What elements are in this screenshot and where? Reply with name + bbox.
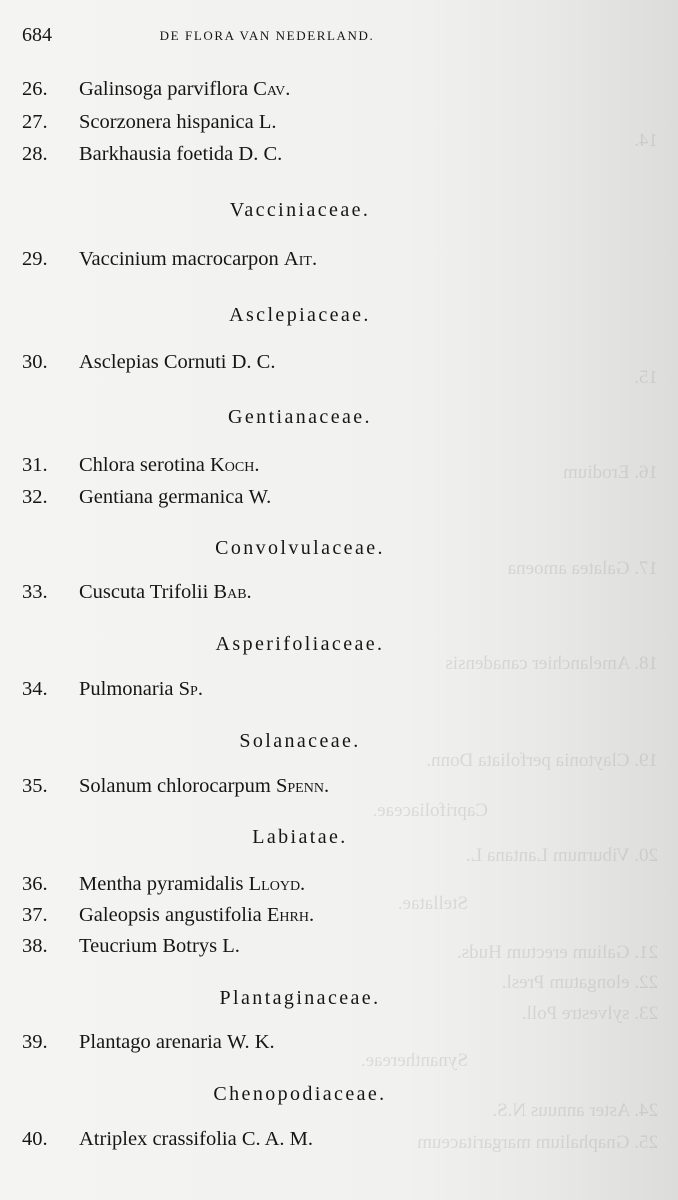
species-name: Pulmonaria <box>79 678 174 700</box>
ghost-line: 21. Galium erectum Huds. <box>456 942 658 963</box>
ghost-line: 25. Gnaphalium margaritaceum <box>417 1132 658 1153</box>
species-name: Teucrium Botrys <box>79 935 218 957</box>
entry-number: 26. <box>22 78 48 100</box>
entry-text <box>79 1031 275 1054</box>
species-name: Chlora serotina <box>79 454 205 476</box>
ghost-line: 15. <box>634 367 658 388</box>
ghost-line: 16. Erodium <box>563 462 658 483</box>
species-author: D. C. <box>238 143 283 165</box>
family-heading-gentianaceae: Gentianaceae. <box>228 406 372 428</box>
species-author: Bab. <box>213 581 252 603</box>
entry-text <box>79 486 271 509</box>
ghost-line: 19. Claytonia perfoliata Donn. <box>426 750 658 771</box>
species-author: Sp. <box>178 678 203 700</box>
entry-text <box>79 1128 313 1151</box>
species-author: Ait. <box>283 248 318 270</box>
page-number: 684 <box>22 24 52 46</box>
entry-number: 39. <box>22 1031 48 1053</box>
ghost-line: 14. <box>634 130 658 151</box>
entry-text <box>79 143 282 166</box>
entry-text <box>79 581 252 604</box>
entry-text <box>79 111 277 134</box>
family-heading-plantaginaceae: Plantaginaceae. <box>219 987 381 1009</box>
entry-number: 30. <box>22 351 48 373</box>
entry-text <box>79 775 329 798</box>
ghost-line: 24. Aster annuus N.S. <box>492 1100 658 1121</box>
species-name: Plantago arenaria <box>79 1031 222 1053</box>
species-name: Cuscuta Trifolii <box>79 581 209 603</box>
page-header <box>22 24 492 48</box>
entry-number: 40. <box>22 1128 48 1150</box>
species-author: Cav. <box>253 78 291 100</box>
entry-number: 33. <box>22 581 48 603</box>
species-name: Barkhausia foetida <box>79 143 234 165</box>
ghost-line: 17. Galatea amoena <box>507 558 658 579</box>
ghost-line: Caprifoliaceae. <box>372 800 488 821</box>
entry-number: 34. <box>22 678 48 700</box>
species-author: D. C. <box>231 351 276 373</box>
family-heading-convolvulaceae: Convolvulaceae. <box>215 537 385 559</box>
entry-number: 31. <box>22 454 48 476</box>
family-heading-vacciniaceae: Vacciniaceae. <box>229 199 371 221</box>
species-author: Lloyd. <box>248 873 306 895</box>
entry-text <box>79 904 314 927</box>
entry-text <box>79 454 259 477</box>
species-author: L. <box>258 111 277 133</box>
species-author: Spenn. <box>275 775 330 797</box>
entry-text <box>79 678 203 701</box>
species-name: Galeopsis angustifolia <box>79 904 262 926</box>
ghost-line: 22. elongatum Presl. <box>501 972 658 993</box>
species-name: Solanum chlorocarpum <box>79 775 271 797</box>
entry-number: 35. <box>22 775 48 797</box>
species-author: Koch. <box>209 454 260 476</box>
entry-number: 27. <box>22 111 48 133</box>
family-heading-asperifoliaceae: Asperifoliaceae. <box>215 633 385 655</box>
species-name: Gentiana germanica <box>79 486 244 508</box>
entry-number: 38. <box>22 935 48 957</box>
species-author: W. K. <box>226 1031 275 1053</box>
ghost-line: 18. Amelanchier canadensis <box>445 653 658 674</box>
family-heading-chenopodiaceae: Chenopodiaceae. <box>213 1083 387 1105</box>
species-author: C. A. M. <box>241 1128 314 1150</box>
family-heading-asclepiaceae: Asclepiaceae. <box>229 304 371 326</box>
ghost-line: 20. Viburnum Lantana L. <box>465 845 658 866</box>
species-name: Vaccinium macrocarpon <box>79 248 279 270</box>
entry-text <box>79 873 305 896</box>
entry-text <box>79 78 290 101</box>
family-heading-solanaceae: Solanaceae. <box>239 730 361 752</box>
species-author: L. <box>222 935 240 957</box>
species-name: Asclepias Cornuti <box>79 351 227 373</box>
species-name: Galinsoga parviflora <box>79 78 249 100</box>
ghost-line: 23. sylvestre Poll. <box>521 1003 658 1024</box>
entry-text <box>79 248 317 271</box>
entry-number: 32. <box>22 486 48 508</box>
ghost-line: Stellatae. <box>397 893 468 914</box>
species-name: Mentha pyramidalis <box>79 873 244 895</box>
entry-number: 36. <box>22 873 48 895</box>
species-author: W. <box>248 486 272 508</box>
running-title: DE FLORA VAN NEDERLAND. <box>159 28 375 43</box>
species-author: Ehrh. <box>266 904 315 926</box>
entry-number: 29. <box>22 248 48 270</box>
family-heading-labiatae: Labiatae. <box>252 826 348 848</box>
species-name: Scorzonera hispanica <box>79 111 254 133</box>
entry-number: 28. <box>22 143 48 165</box>
entry-number: 37. <box>22 904 48 926</box>
entry-text <box>79 935 240 958</box>
entry-text <box>79 351 275 374</box>
species-name: Atriplex crassifolia <box>79 1128 237 1150</box>
ghost-line: Synanthereae. <box>360 1050 468 1071</box>
